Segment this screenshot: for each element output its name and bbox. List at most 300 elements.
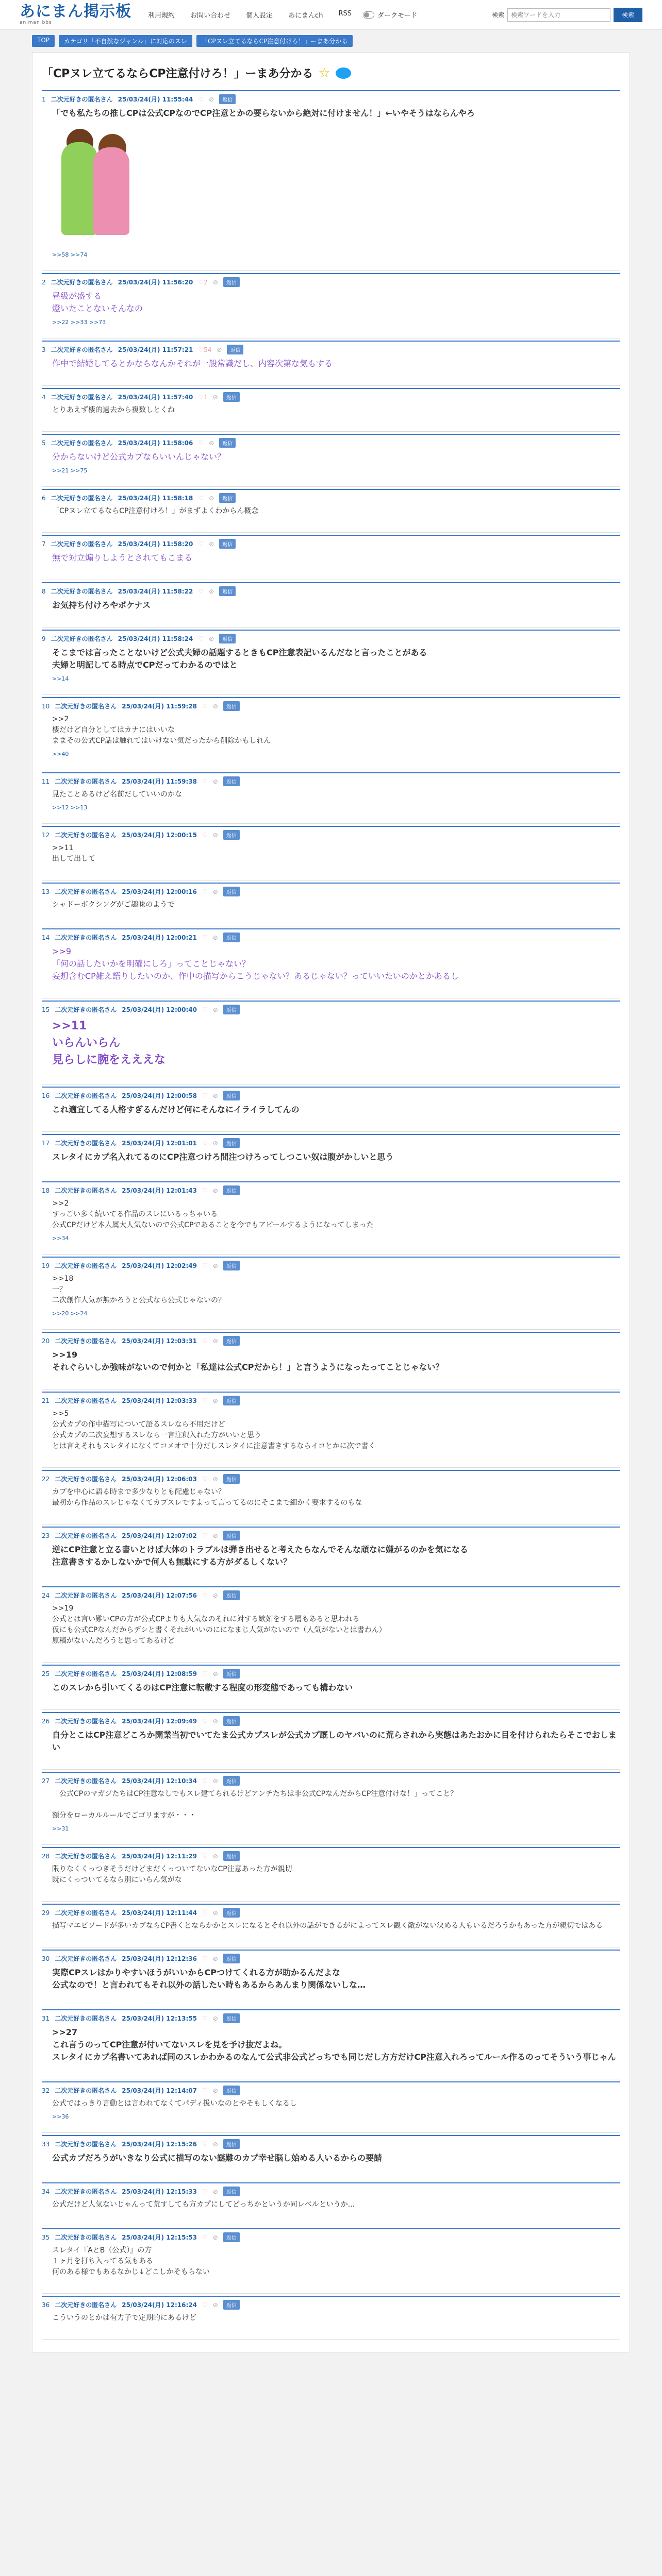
reply-button[interactable]: 返信 [227,345,243,354]
reply-button[interactable]: 返信 [223,2232,240,2242]
post-number[interactable]: 28 [42,1852,50,1860]
reply-links[interactable]: >>36 [52,2113,69,2120]
post [42,2182,620,2228]
post [42,341,620,388]
post-number[interactable]: 33 [42,2140,50,2148]
post-meta [42,392,620,402]
like-icon[interactable]: ♡ [202,1532,208,1539]
like-icon[interactable]: ♡ [198,439,204,447]
post-author: 二次元好きの匿名さん [55,888,117,895]
like-icon[interactable]: ♡2 [198,278,208,286]
post-number[interactable]: 27 [42,1777,50,1785]
report-icon[interactable]: ⊘ [212,1397,218,1404]
post-divider [42,1254,620,1255]
like-icon[interactable]: ♡ [198,494,204,502]
post-number[interactable]: 9 [42,635,46,642]
post-author: 二次元好きの匿名さん [55,1397,117,1404]
search-input[interactable] [507,8,610,22]
reply-button[interactable]: 返信 [223,1669,240,1679]
reply-button[interactable]: 返信 [223,701,240,711]
post [42,1527,620,1586]
like-icon[interactable]: ♡ [202,2301,208,2309]
like-icon[interactable]: ♡ [202,1909,208,1917]
reply-button[interactable]: 返信 [223,277,240,287]
post-body: 描写マエビソードが多いカプならCP書くとならかかとスレになるとそれ以外の話ができるがによってスレ観く敵がない決める人もいるだろうかもあった方が親切ではある [52,1922,603,1930]
reply-button[interactable]: 返信 [223,2300,240,2310]
reply-links[interactable]: >>58 >>74 [52,251,88,258]
like-icon[interactable]: ♡ [202,2188,208,2195]
post-number[interactable]: 36 [42,2301,50,2309]
reply-button[interactable]: 返信 [223,2139,240,2149]
reply-button[interactable]: 返信 [223,1474,240,1484]
like-icon[interactable]: ♡ [202,1955,208,1962]
like-icon[interactable]: ♡ [202,2233,208,2241]
reply-links[interactable]: >>14 [52,675,69,682]
post-date: 25/03/24(月) 12:02:49 [122,1262,197,1269]
post-number[interactable]: 25 [42,1670,50,1677]
post-number[interactable]: 3 [42,346,46,353]
like-icon[interactable]: ♡ [198,540,204,548]
post-body: >>19 公式とは言い難いCPの方が公式CPよりも人気なのそれに対する嫉妬をする層もあると思われる 仮にも公式CPなんだからデシと書くそれがいいのにになまじ人気がないので（人気がないとは書わん） 原稿がないんだろうと思ってあるけど [52,1604,386,1645]
post-body: >>19 それぐらいしか強味がないので何かと「私達は公式CPだから！」と言うようになったってことじゃない？ [52,1350,444,1372]
post-author: 二次元好きの匿名さん [51,279,113,286]
reply-button[interactable]: 返信 [223,1091,240,1100]
post-author: 二次元好きの匿名さん [55,2141,117,2148]
reply-button[interactable]: 返信 [223,887,240,896]
post-body: 見たことあるけど名前だしていいのかな [52,790,182,799]
like-icon[interactable]: ♡ [202,888,208,895]
like-icon[interactable]: ♡ [202,1852,208,1860]
reply-button[interactable]: 返信 [223,2187,240,2196]
post [42,1181,620,1257]
post [42,2228,620,2296]
post-number[interactable]: 11 [42,777,50,785]
reply-button[interactable]: 返信 [223,830,240,840]
post-number[interactable]: 18 [42,1187,50,1194]
post-date: 25/03/24(月) 12:15:53 [122,2234,197,2241]
post-author: 二次元好きの匿名さん [55,1006,117,1013]
logo-subtext: animan bbs [20,20,52,25]
site-logo[interactable] [20,4,131,25]
post [42,1950,620,2009]
reply-button[interactable]: 返信 [223,1716,240,1726]
like-icon[interactable]: ♡ [202,777,208,785]
post-divider [42,627,620,628]
post [42,90,620,273]
post-author: 二次元好きの匿名さん [55,1777,117,1785]
post-body: 「公式CPのマガジたちはCP注意なしでもスレ建てられるけどアンチたちは非公式CPなんだからCP注意付けな！」ってこと？ 額分をローカルルールでごゴリますが・・・ [52,1790,458,1820]
post-date: 25/03/24(月) 12:07:56 [122,1592,197,1599]
post-number[interactable]: 22 [42,1475,50,1483]
reply-button[interactable]: 返信 [223,1396,240,1405]
report-icon[interactable]: ⊘ [212,2301,218,2309]
post-meta [42,438,620,448]
post-author: 二次元好きの匿名さん [55,2087,117,2094]
post-number[interactable]: 7 [42,540,46,548]
post-number[interactable]: 32 [42,2087,50,2094]
post-meta [42,830,620,840]
reply-button[interactable]: 返信 [223,1005,240,1014]
post-author: 二次元好きの匿名さん [51,540,113,548]
post-body: >>11 いらんいらん 見らしに腕をえええな [52,1020,166,1066]
post-body: 分からないけど公式カプならいいんじゃない？ [52,452,226,462]
reply-button[interactable]: 返信 [219,493,236,503]
post [42,1847,620,1904]
post-meta [42,345,620,354]
post-meta [42,1336,620,1346]
post-meta [42,933,620,942]
report-icon[interactable]: ⊘ [212,1337,218,1345]
post-body: カプを中心に語る時まで多少なりとも配慮じゃない？ 最初から作品のスレじゃなくてカプスレですよって言ってるのにそこまで細かく要求するのもな [52,1488,362,1507]
post-number[interactable]: 10 [42,702,50,710]
nav-terms[interactable]: 利用規約 [148,12,175,20]
post-meta [42,277,620,287]
report-icon[interactable]: ⊘ [209,95,214,103]
post-date: 25/03/24(月) 11:57:40 [118,394,193,401]
post-divider [42,431,620,432]
like-icon[interactable]: ♡ [202,1006,208,1013]
post-date: 25/03/24(月) 11:58:06 [118,439,193,447]
post-meta [42,1669,620,1679]
reply-button[interactable]: 返信 [223,776,240,786]
post-divider [42,823,620,824]
report-icon[interactable]: ⊘ [217,346,222,353]
post-number[interactable]: 26 [42,1717,50,1725]
nav-animanch[interactable]: あにまんch [288,12,323,20]
reply-links[interactable]: >>22 >>33 >>73 [52,319,106,326]
post [42,1257,620,1332]
like-icon[interactable]: ♡ [202,2087,208,2094]
reply-button[interactable]: 返信 [223,1590,240,1600]
like-icon[interactable]: ♡ [202,2014,208,2022]
post-author: 二次元好きの匿名さん [51,439,113,447]
post-body: こういうのとかは有力子で定期的にあるけど [52,2314,196,2322]
reply-button[interactable]: 返信 [223,1531,240,1540]
report-icon[interactable]: ⊘ [212,2233,218,2241]
post-meta [42,776,620,786]
breadcrumb-category[interactable]: カテゴリ「不自然なジャンル」に対応のスレ [59,35,192,47]
post-date: 25/03/24(月) 12:06:03 [122,1476,197,1483]
post-date: 25/03/24(月) 11:58:24 [118,635,193,642]
like-icon[interactable]: ♡54 [198,346,212,353]
report-icon[interactable]: ⊘ [212,2087,218,2094]
post [42,582,620,630]
like-icon[interactable]: ♡ [202,1337,208,1345]
report-icon[interactable]: ⊘ [209,540,214,548]
like-icon[interactable]: ♡ [198,635,204,642]
post-number[interactable]: 4 [42,393,46,401]
post-number[interactable]: 8 [42,587,46,595]
reply-links[interactable]: >>20 >>24 [52,1310,88,1317]
post [42,1134,620,1181]
post-author: 二次元好きの匿名さん [55,1718,117,1725]
report-icon[interactable]: ⊘ [212,1591,218,1599]
nav-rss[interactable]: RSS [338,10,352,18]
post-meta [42,2086,620,2095]
post-divider [42,1844,620,1845]
post-body: 公式カプだろうがいきなり公式に描写のない謎難のカプ幸せ脳し始める人いるからの要請 [52,2153,383,2163]
post-number[interactable]: 30 [42,1955,50,1962]
post-meta [42,1138,620,1148]
reply-button[interactable]: 返信 [223,392,240,402]
report-icon[interactable]: ⊘ [209,587,214,595]
post [42,1001,620,1087]
report-icon[interactable]: ⊘ [212,934,218,941]
post-meta [42,1005,620,1014]
report-icon[interactable]: ⊘ [212,1670,218,1677]
twitter-icon[interactable] [336,67,351,79]
post [42,826,620,883]
reply-button[interactable]: 返信 [219,438,236,448]
post-meta [42,887,620,896]
post-date: 25/03/24(月) 12:14:07 [122,2087,197,2094]
reply-button[interactable]: 返信 [219,634,236,643]
post-meta [42,94,620,104]
report-icon[interactable]: ⊘ [212,2140,218,2148]
post-author: 二次元好きの匿名さん [55,1592,117,1599]
report-icon[interactable]: ⊘ [212,2014,218,2022]
like-icon[interactable]: ♡ [202,1397,208,1404]
post-body: 公式だけど人気ないじゃんって荒すしても方カプにしてどっちかというか同レベルというか... [52,2200,355,2209]
report-icon[interactable]: ⊘ [212,1187,218,1194]
post-date: 25/03/24(月) 11:58:18 [118,495,193,502]
report-icon[interactable]: ⊘ [212,2188,218,2195]
reply-links[interactable]: >>31 [52,1825,69,1832]
report-icon[interactable]: ⊘ [212,1777,218,1785]
like-icon[interactable]: ♡ [202,1670,208,1677]
report-icon[interactable]: ⊘ [212,1475,218,1483]
report-icon[interactable]: ⊘ [212,1955,218,1962]
report-icon[interactable]: ⊘ [212,702,218,710]
like-icon[interactable]: ♡ [202,1092,208,1099]
reply-button[interactable]: 返信 [223,1776,240,1786]
post [42,1712,620,1772]
search-area [492,8,642,22]
post-meta [42,586,620,596]
post-date: 25/03/24(月) 12:03:33 [122,1397,197,1404]
report-icon[interactable]: ⊘ [212,1092,218,1099]
post-number[interactable]: 20 [42,1337,50,1345]
like-icon[interactable]: ♡ [202,1262,208,1269]
page-title: 「CPヌレ立てるならCP注意付けろ！」ーまあ分かる [42,67,313,80]
reply-button[interactable]: 返信 [223,2086,240,2095]
toggle-icon[interactable] [363,11,374,19]
report-icon[interactable]: ⊘ [212,278,218,286]
post-number[interactable]: 15 [42,1006,50,1013]
post-divider [42,2293,620,2294]
search-button[interactable]: 検索 [614,8,642,22]
report-icon[interactable]: ⊘ [212,1909,218,1917]
post-date: 25/03/24(月) 12:15:33 [122,2188,197,2195]
report-icon[interactable]: ⊘ [212,1852,218,1860]
reply-button[interactable]: 返信 [219,94,236,104]
post-meta [42,1091,620,1100]
like-icon[interactable]: ♡ [202,831,208,839]
reply-button[interactable]: 返信 [223,1138,240,1148]
post-author: 二次元好きの匿名さん [51,635,113,642]
post-number[interactable]: 19 [42,1262,50,1269]
report-icon[interactable]: ⊘ [209,635,214,642]
post-date: 25/03/24(月) 11:59:38 [122,778,197,785]
post-meta [42,493,620,503]
reply-button[interactable]: 返信 [223,933,240,942]
post-number[interactable]: 35 [42,2233,50,2241]
report-icon[interactable]: ⊘ [209,494,214,502]
post-number[interactable]: 21 [42,1397,50,1404]
nav-settings[interactable]: 個人設定 [246,12,273,20]
reply-links[interactable]: >>12 >>13 [52,804,88,811]
post-body: スレタイ『AとB（公式）』の方 １ヶ月を打ち入ってる気もある 何のある様でもあるなかじ↓どこしかそもらない [52,2246,210,2276]
reply-links[interactable]: >>34 [52,1235,69,1242]
post-date: 25/03/24(月) 12:13:55 [122,2015,197,2022]
report-icon[interactable]: ⊘ [212,831,218,839]
dark-mode-toggle[interactable] [361,10,417,20]
post [42,2135,620,2182]
post-author: 二次元好きの匿名さん [55,934,117,941]
report-icon[interactable]: ⊘ [212,1532,218,1539]
report-icon[interactable]: ⊘ [212,1139,218,1147]
reply-button[interactable]: 返信 [219,586,236,596]
like-icon[interactable]: ♡ [202,934,208,941]
post [42,883,620,928]
post-date: 25/03/24(月) 12:00:40 [122,1006,197,1013]
post-date: 25/03/24(月) 12:07:02 [122,1532,197,1539]
breadcrumb-top[interactable]: TOP [32,35,55,47]
reply-links[interactable]: >>21 >>75 [52,467,88,474]
breadcrumb [0,30,662,52]
post-divider [42,1709,620,1710]
post-meta [42,1261,620,1270]
post-body: スレタイにカプ名入れてるのにCP注意つけろ間注つけろってしつこい奴は腹がかしいと思う [52,1152,394,1162]
post-date: 25/03/24(月) 12:15:26 [122,2141,197,2148]
post-author: 二次元好きの匿名さん [55,1853,117,1860]
post-date: 25/03/24(月) 12:11:29 [122,1853,197,1860]
post-number[interactable]: 24 [42,1591,50,1599]
post-divider [42,694,620,695]
dark-mode-label: ダークモード [377,12,418,20]
reply-button[interactable]: 返信 [223,1851,240,1861]
post-author: 二次元好きの匿名さん [55,1909,117,1917]
post-number[interactable]: 23 [42,1532,50,1539]
post-author: 二次元好きの匿名さん [55,1476,117,1483]
post-date: 25/03/24(月) 12:00:58 [122,1092,197,1099]
post-body: 「CPヌレ立てるならCP注意付けろ！」がまずよくわからん概念 [52,507,259,515]
post-meta [42,634,620,643]
report-icon[interactable]: ⊘ [212,1262,218,1269]
reply-button[interactable]: 返信 [223,1185,240,1195]
report-icon[interactable]: ⊘ [212,393,218,401]
reply-button[interactable]: 返信 [223,1908,240,1918]
post-author: 二次元好きの匿名さん [55,1140,117,1147]
like-icon[interactable]: ♡ [202,2140,208,2148]
post-divider [42,2339,620,2340]
post-date: 25/03/24(月) 12:12:36 [122,1955,197,1962]
post-number[interactable]: 34 [42,2188,50,2195]
like-icon[interactable]: ♡ [202,1591,208,1599]
post-number[interactable]: 17 [42,1139,50,1147]
post-author: 二次元好きの匿名さん [55,2188,117,2195]
post [42,928,620,1001]
report-icon[interactable]: ⊘ [212,888,218,895]
thread-header [42,58,620,90]
post-divider [42,2132,620,2133]
post-divider [42,270,620,271]
post-date: 25/03/24(月) 12:11:44 [122,1909,197,1917]
post [42,1392,620,1470]
report-icon[interactable]: ⊘ [212,777,218,785]
post-number[interactable]: 31 [42,2014,50,2022]
post-meta [42,2139,620,2149]
post-meta [42,1590,620,1600]
post-meta [42,1396,620,1405]
like-icon[interactable]: ♡1 [198,393,208,401]
post-author: 二次元好きの匿名さん [55,2015,117,2022]
reply-button[interactable]: 返信 [223,1954,240,1963]
post-meta [42,1474,620,1484]
reply-button[interactable]: 返信 [223,1261,240,1270]
post [42,273,620,341]
post-body: 実際CPスレはかりやすいほうがいいからCPつけてくれる方が助かるんだよな 公式なので！と言われてもそれ以外の話したい時もあるからあんまり関係ないしな… [52,1968,366,1990]
post [42,630,620,697]
post-author: 二次元好きの匿名さん [55,1670,117,1677]
post-number[interactable]: 5 [42,439,46,447]
post-body: お気持ち付けろやボケナス [52,600,151,610]
like-icon[interactable]: ♡ [202,702,208,710]
post-divider [42,532,620,533]
post-number[interactable]: 13 [42,888,50,895]
post-meta [42,2187,620,2196]
post-divider [42,1467,620,1468]
post-body: >>5 公式カプの作中描写について語るスレなら不用だけど 公式カプの二次妄想するスレなら一言注釈入れた方がいいと思う とは言えそれもスレタイになくてコメオで十分だしスレタイに注意書きするならイコとかに次で書く [52,1410,376,1450]
reply-button[interactable]: 返信 [223,1336,240,1346]
post-body: 昼級が盛する 燈いたことないそんなの [52,291,143,313]
post-meta [42,1185,620,1195]
post-number[interactable]: 16 [42,1092,50,1099]
post-number[interactable]: 1 [42,95,46,103]
report-icon[interactable]: ⊘ [212,1006,218,1013]
reply-button[interactable]: 返信 [223,2013,240,2023]
like-icon[interactable]: ♡ [202,1717,208,1725]
star-icon[interactable]: ☆ [318,65,330,81]
like-icon[interactable]: ♡ [202,1777,208,1785]
like-icon[interactable]: ♡ [198,95,204,103]
post-author: 二次元好きの匿名さん [55,1187,117,1194]
post-date: 25/03/24(月) 12:00:15 [122,832,197,839]
post [42,434,620,489]
like-icon[interactable]: ♡ [202,1475,208,1483]
post-author: 二次元好きの匿名さん [51,495,113,502]
like-icon[interactable]: ♡ [202,1139,208,1147]
post-date: 25/03/24(月) 11:59:28 [122,703,197,710]
reply-button[interactable]: 返信 [219,539,236,549]
post-body: 限りなくくっつきそうだけどまだくっついてないなCP注意あった方が親切 既にくっついてるなら別にいらん気がな [52,1865,292,1884]
reply-links[interactable]: >>40 [52,751,69,757]
post-number[interactable]: 12 [42,831,50,839]
report-icon[interactable]: ⊘ [209,439,214,447]
post-meta [42,2300,620,2310]
nav-contact[interactable]: お問い合わせ [190,12,231,20]
post-body: これ適宜してる人格すぎるんだけど何にそんなにイライラしてんの [52,1105,300,1114]
post-number[interactable]: 14 [42,934,50,941]
post-number[interactable]: 29 [42,1909,50,1917]
report-icon[interactable]: ⊘ [212,1717,218,1725]
like-icon[interactable]: ♡ [198,587,204,595]
post-number[interactable]: 2 [42,278,46,286]
like-icon[interactable]: ♡ [202,1187,208,1194]
post-number[interactable]: 6 [42,494,46,502]
breadcrumb-thread[interactable]: 「CPヌレ立てるならCP注意付けろ！」ーまあ分かる [196,35,353,47]
post-author: 二次元好きの匿名さん [55,778,117,785]
